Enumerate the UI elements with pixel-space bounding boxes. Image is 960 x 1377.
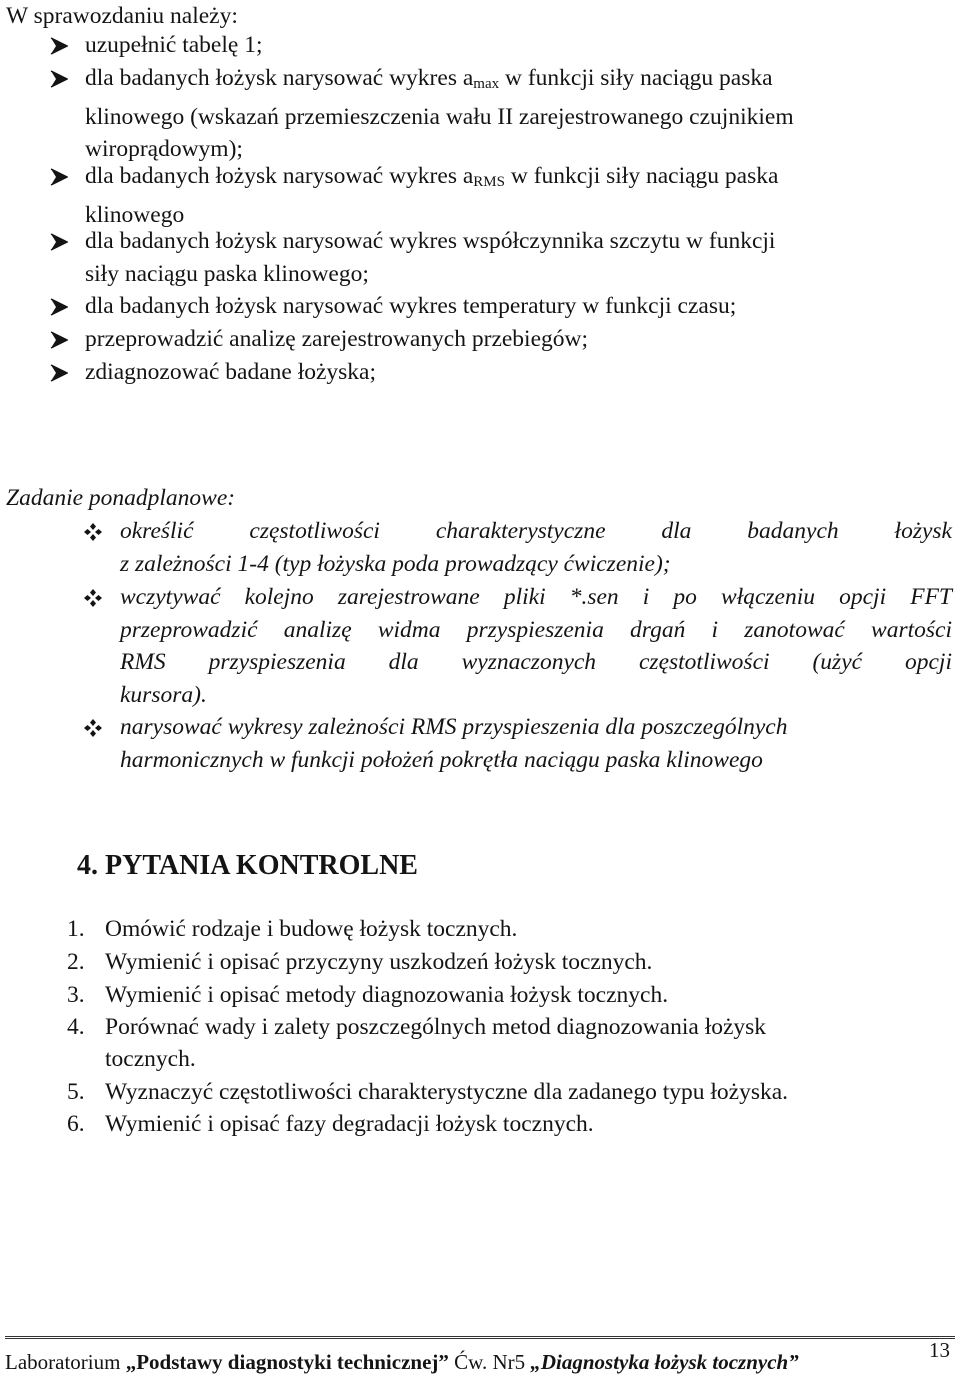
report-item-text: w funkcji siły naciągu paska: [499, 65, 773, 91]
question-number: 5.: [67, 1079, 85, 1105]
question-text: Wymienić i opisać fazy degradacji łożysk tocznych.: [105, 1111, 594, 1137]
section-heading: 4. PYTANIA KONTROLNE: [77, 850, 418, 881]
extra-item-line: wczytywać kolejno zarejestrowane pliki *.sen i po włączeniu opcji FFT: [120, 584, 952, 610]
question-text: Wymienić i opisać metody diagnozowania łożysk tocznych.: [105, 982, 669, 1008]
footer-divider: [5, 1336, 955, 1339]
report-item: [85, 160, 778, 231]
diamond-cluster-bullet-icon: [83, 588, 103, 608]
arrowhead-bullet-icon: [50, 168, 68, 186]
extra-item-line: z zależności 1-4 (typ łożyska poda prowadzący ćwiczenie);: [120, 550, 671, 577]
extra-item-line: kursora).: [120, 681, 207, 708]
subscript: max: [473, 76, 500, 92]
report-intro: W sprawozdaniu należy:: [6, 3, 238, 29]
report-item-text: w funkcji siły naciągu paska: [504, 163, 779, 189]
extra-item-line: narysować wykresy zależności RMS przyspieszenia dla poszczególnych: [120, 714, 788, 740]
subscript: RMS: [473, 174, 505, 190]
arrowhead-bullet-icon: [50, 233, 68, 251]
extra-item-line: harmonicznych w funkcji położeń pokrętła naciągu paska klinowego: [120, 746, 763, 773]
arrowhead-bullet-icon: [50, 331, 68, 349]
question-number: 2.: [67, 949, 85, 975]
footer-exercise: Ćw. Nr5: [448, 1350, 531, 1374]
question-text: Porównać wady i zalety poszczególnych metod diagnozowania łożysk: [105, 1014, 767, 1040]
page-number: 13: [929, 1338, 950, 1362]
footer-course: „Podstawy diagnostyki technicznej”: [125, 1350, 449, 1374]
report-item: [85, 323, 588, 356]
arrowhead-bullet-icon: [50, 364, 68, 382]
extra-item-line: określić częstotliwości charakterystyczne dla badanych łożysk: [120, 518, 952, 544]
extra-item: [120, 515, 952, 580]
report-item: [85, 225, 775, 290]
arrowhead-bullet-icon: [50, 298, 68, 316]
report-item: [85, 356, 376, 389]
question-text: Omówić rodzaje i budowę łożysk tocznych.: [105, 916, 518, 942]
report-item-line: [85, 62, 794, 101]
question-text: Wymienić i opisać przyczyny uszkodzeń łożysk tocznych.: [105, 949, 653, 975]
report-item-text: dla badanych łożysk narysować wykres a: [85, 65, 474, 91]
extra-title: Zadanie ponadplanowe:: [6, 485, 236, 511]
report-item-line: zdiagnozować badane łożyska;: [85, 359, 377, 385]
report-item-line: klinowego: [85, 201, 185, 228]
page-footer: [5, 1348, 799, 1376]
report-item-line: przeprowadzić analizę zarejestrowanych przebiegów;: [85, 326, 589, 352]
report-item-line: klinowego (wskazań przemieszczenia wału II zarejestrowanego czujnikiem: [85, 103, 794, 130]
question-number: 6.: [67, 1111, 85, 1137]
arrowhead-bullet-icon: [50, 37, 68, 55]
question-text: Wyznaczyć częstotliwości charakterystyczne dla zadanego typu łożyska.: [105, 1079, 789, 1105]
question-text: tocznych.: [105, 1046, 196, 1072]
report-item-line: [85, 160, 778, 199]
report-item-line: siły naciągu paska klinowego;: [85, 260, 369, 287]
report-item-line: wiroprądowym);: [85, 136, 243, 163]
report-item: [85, 62, 794, 166]
extra-item-line: RMS przyspieszenia dla wyznaczonych częstotliwości (użyć opcji: [120, 649, 952, 676]
question-number: 3.: [67, 982, 85, 1008]
diamond-cluster-bullet-icon: [83, 718, 103, 738]
report-item-line: uzupełnić tabelę 1;: [85, 32, 263, 58]
question-number: 1.: [67, 916, 85, 942]
footer-lab: Laboratorium: [5, 1350, 126, 1374]
report-item: [85, 29, 262, 62]
extra-item-line: przeprowadzić analizę widma przyspieszenia drgań i zanotować wartości: [120, 616, 952, 643]
report-item-line: dla badanych łożysk narysować wykres współczynnika szczytu w funkcji: [85, 228, 776, 254]
report-item: [85, 290, 736, 323]
diamond-cluster-bullet-icon: [83, 522, 103, 542]
arrowhead-bullet-icon: [50, 70, 68, 88]
report-item-line: dla badanych łożysk narysować wykres temperatury w funkcji czasu;: [85, 293, 737, 319]
report-item-text: dla badanych łożysk narysować wykres a: [85, 163, 474, 189]
extra-item: [120, 711, 952, 776]
extra-item: [120, 581, 952, 711]
footer-topic: „Diagnostyka łożysk tocznych”: [530, 1350, 799, 1374]
question-number: 4.: [67, 1014, 85, 1040]
